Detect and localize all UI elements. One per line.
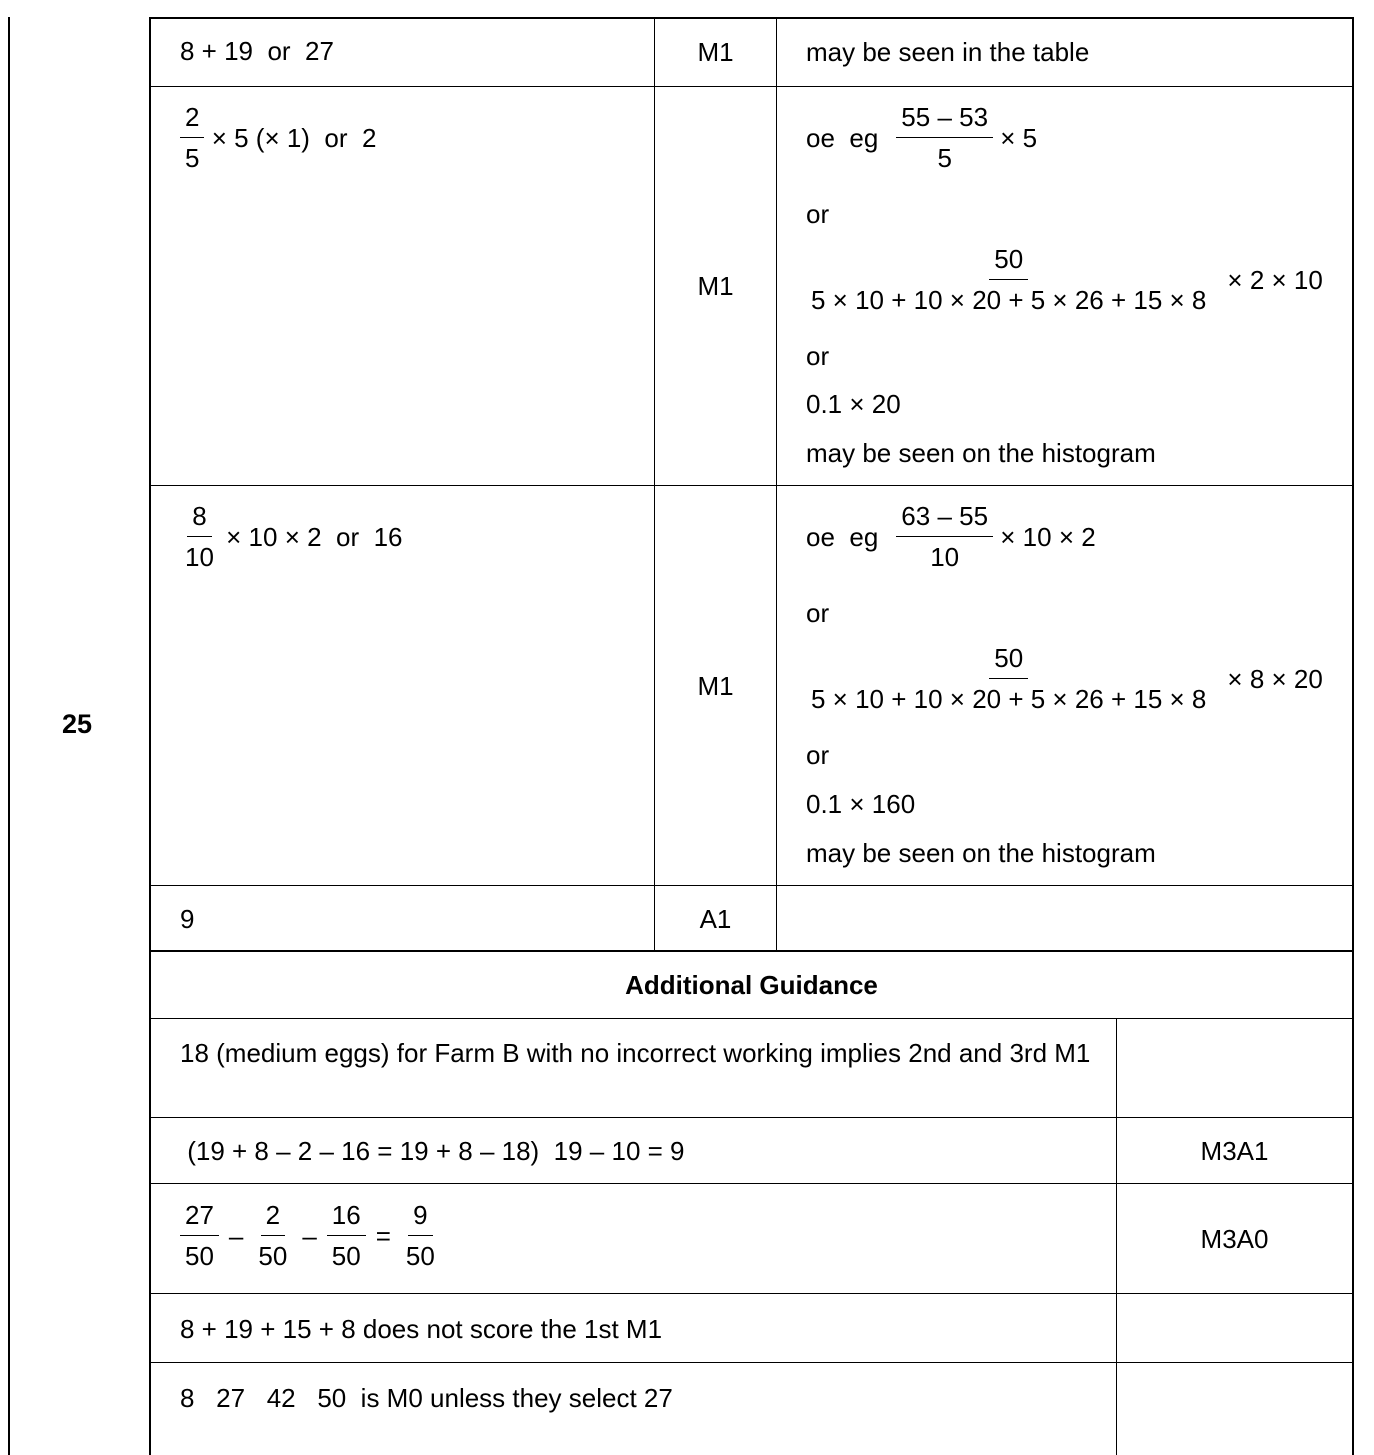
- fraction: $\frac{63 - 55}{10}$: [896, 503, 993, 570]
- guidance-mark-2: M3A1: [1200, 1136, 1269, 1166]
- col-divider-q: [149, 17, 151, 1455]
- right-border: [1352, 17, 1354, 1455]
- or-text: or: [806, 598, 830, 628]
- mark-row-1: M1: [697, 37, 734, 67]
- equals-sign: =: [375, 1220, 391, 1251]
- minus-sign: –: [302, 1220, 317, 1251]
- guidance-item-2: (19 + 8 – 2 – 16 = 19 + 8 – 18) 19 – 10 = 9: [180, 1136, 685, 1166]
- fraction: $\frac{16}{50}$: [327, 1202, 366, 1269]
- guidance-mark-3: M3A0: [1200, 1224, 1269, 1254]
- fraction: $\frac{2}{5}$: [180, 104, 204, 171]
- fraction: $\frac{50}{5 \times 10 + 10 \times 20 + 5 \times 26 + 15 \times 8}$: [811, 244, 1207, 315]
- guidance-item-3: [180, 1202, 440, 1269]
- guidance-item-1: 18 (medium eggs) for Farm B with no incorrect working implies 2nd and 3rd M1: [180, 1038, 1091, 1068]
- fraction: $\frac{9}{50}$: [405, 1200, 435, 1271]
- row-line-2: [150, 485, 1354, 486]
- row-line-4: [150, 950, 1354, 952]
- comment-note: may be seen on the histogram: [806, 438, 1156, 468]
- col-divider-mark: [654, 17, 655, 951]
- or-text: or: [806, 199, 830, 229]
- or-text: or: [806, 341, 830, 371]
- comment-big-fraction: $\frac{50}{5 \times 10 + 10 \times 20 + 5 \times 26 + 15 \times 8}$ × 8 × 20: [806, 645, 1323, 712]
- fraction: $\frac{50}{5 \times 10 + 10 \times 20 + 5 \times 26 + 15 \times 8}$: [811, 643, 1207, 714]
- mark-row-3: M1: [697, 671, 734, 701]
- mark-row-2: M1: [697, 271, 734, 301]
- comment-oe-line: oe eg $\frac{55 - 53}{5}$ × 5: [806, 102, 1038, 173]
- alt-method: 0.1 × 20: [806, 389, 901, 419]
- comment-big-fraction: $\frac{50}{5 \times 10 + 10 \times 20 + 5 \times 26 + 15 \times 8}$ × 2 × 10: [806, 246, 1323, 313]
- guidance-item-5: 8 27 42 50 is M0 unless they select 27: [180, 1383, 673, 1413]
- minus-sign: –: [228, 1220, 244, 1251]
- question-number: 25: [62, 709, 93, 739]
- working-row-4: 9: [180, 904, 195, 934]
- alt-method: 0.1 × 160: [806, 789, 916, 819]
- row-line-1: [150, 86, 1354, 87]
- mark-row-4: A1: [699, 904, 732, 934]
- row-line-7: [150, 1183, 1354, 1184]
- top-border: [150, 17, 1354, 19]
- working-row-1: 8 + 19 or 27: [180, 36, 334, 66]
- guidance-item-4: 8 + 19 + 15 + 8 does not score the 1st M1: [180, 1314, 663, 1344]
- comment-note: may be seen on the histogram: [806, 838, 1156, 868]
- working-row-3: [180, 503, 403, 570]
- fraction: $\frac{27}{50}$: [180, 1202, 219, 1269]
- comment-oe-line: oe eg $\frac{63 - 55}{10}$ × 10 × 2: [806, 501, 1096, 572]
- row-line-5: [150, 1018, 1354, 1019]
- fraction: $\frac{55 - 53}{5}$: [896, 104, 993, 171]
- fraction: $\frac{8}{10}$: [185, 501, 214, 572]
- working-text: × 5 (× 1) or 2: [204, 122, 377, 153]
- row-line-8: [150, 1293, 1354, 1294]
- working-row-2: [180, 104, 376, 171]
- row-line-3: [150, 885, 1354, 886]
- guidance-title: Additional Guidance: [625, 970, 878, 1000]
- row-line-6: [150, 1117, 1354, 1118]
- or-text: or: [806, 740, 830, 770]
- col-divider-comment: [776, 17, 777, 951]
- row-line-9: [150, 1362, 1354, 1363]
- comment-row-1: may be seen in the table: [806, 37, 1090, 67]
- working-text: × 10 × 2 or 16: [218, 521, 403, 552]
- fraction: $\frac{2}{50}$: [258, 1200, 288, 1271]
